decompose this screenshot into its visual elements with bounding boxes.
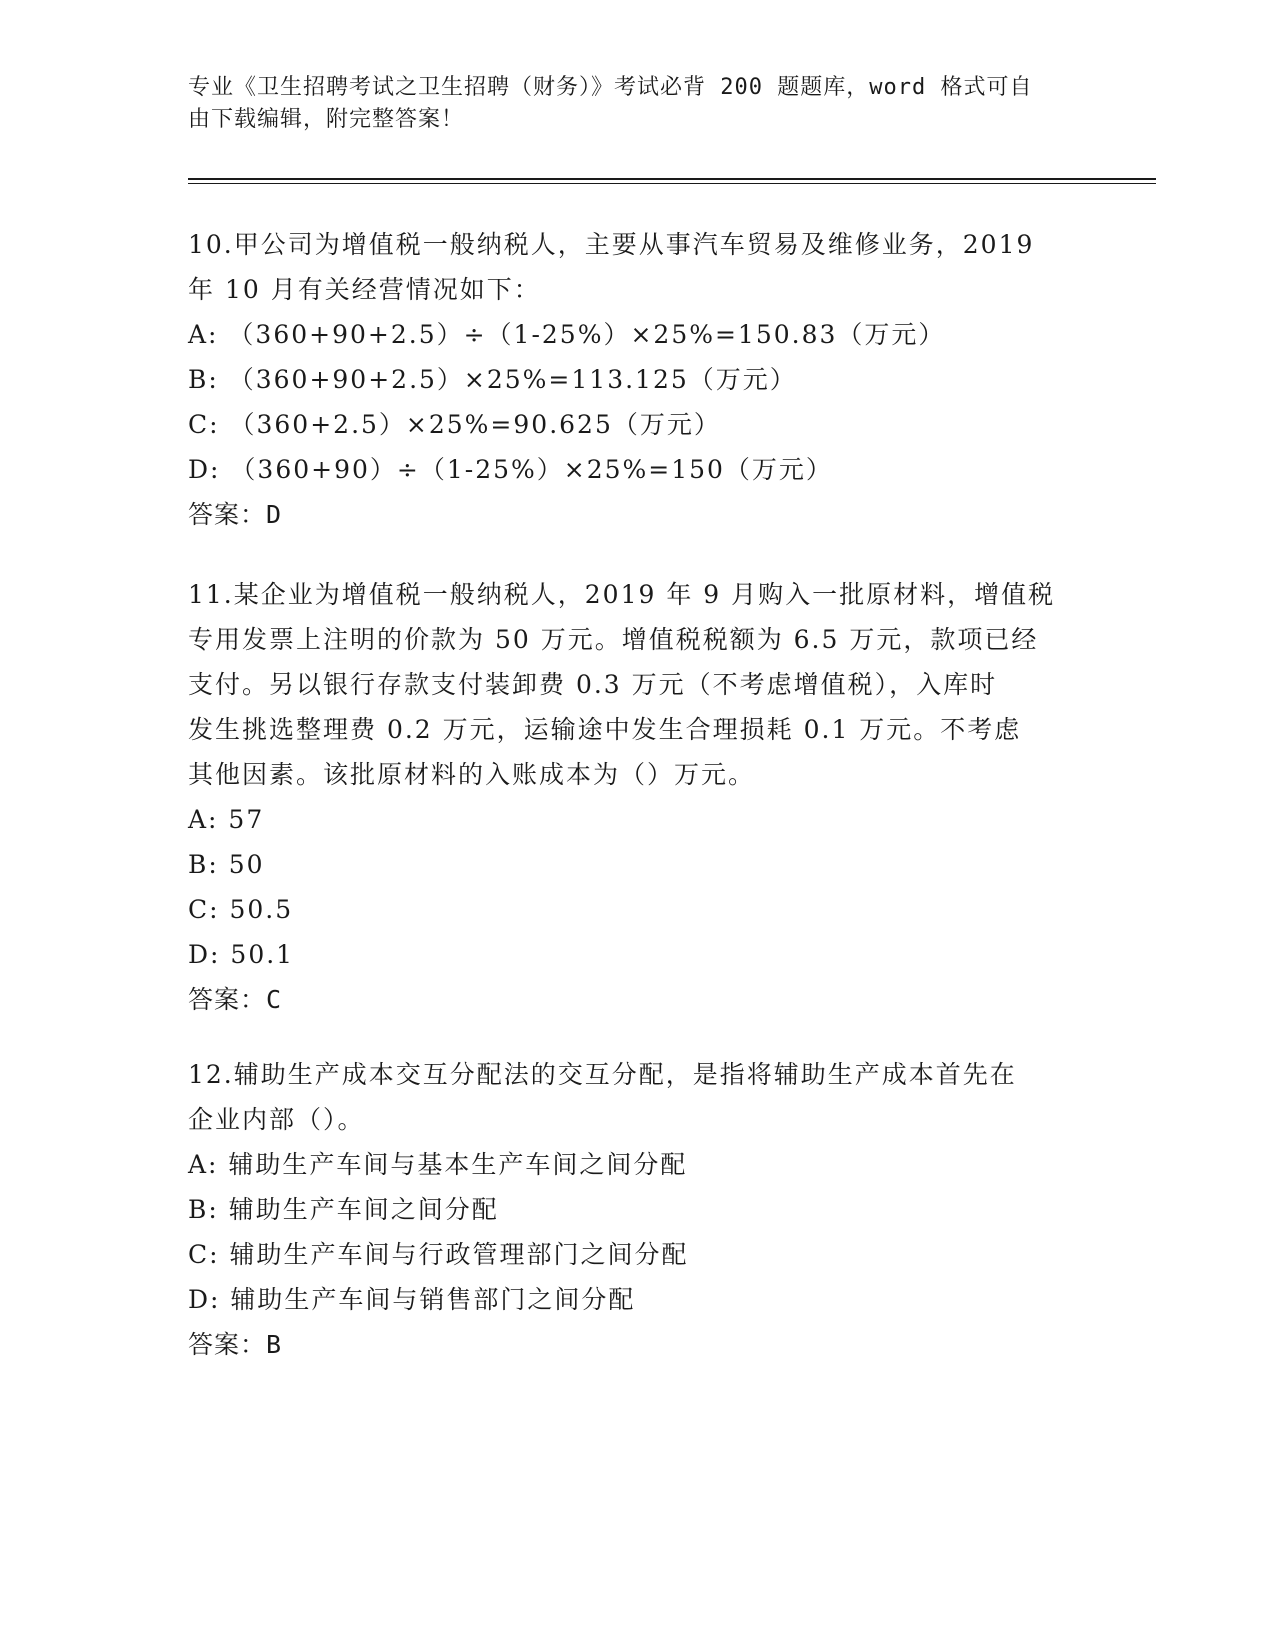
option-c: C: 50.5 (188, 895, 294, 924)
option-a: A: 57 (188, 805, 265, 834)
answer-line: 答案：C (188, 985, 283, 1014)
option-a: A: 辅助生产车间与基本生产车间之间分配 (188, 1150, 688, 1179)
option-b: B: 50 (188, 850, 265, 879)
option-a: A: （360+90+2.5）÷（1-25%）×25%=150.83（万元） (188, 320, 946, 349)
question-stem-line: 10.甲公司为增值税一般纳税人，主要从事汽车贸易及维修业务，2019 (188, 230, 1035, 259)
question-12 (188, 1052, 1088, 1367)
option-d: D: 辅助生产车间与销售部门之间分配 (188, 1285, 636, 1314)
option-d: D: （360+90）÷（1-25%）×25%=150（万元） (188, 455, 833, 484)
option-b: B: （360+90+2.5）×25%=113.125（万元） (188, 365, 797, 394)
question-stem-line: 其他因素。该批原材料的入账成本为（）万元。 (188, 760, 756, 789)
answer-line: 答案：B (188, 1330, 283, 1359)
question-stem-line: 发生挑选整理费 0.2 万元，运输途中发生合理损耗 0.1 万元。不考虑 (188, 715, 1022, 744)
question-stem-line: 12.辅助生产成本交互分配法的交互分配，是指将辅助生产成本首先在 (188, 1060, 1017, 1089)
question-stem-line: 年 10 月有关经营情况如下： (188, 275, 541, 304)
answer-line: 答案：D (188, 500, 283, 529)
option-d: D: 50.1 (188, 940, 295, 969)
question-10 (188, 222, 1088, 537)
question-stem-line: 11.某企业为增值税一般纳税人，2019 年 9 月购入一批原材料，增值税 (188, 580, 1056, 609)
option-b: B: 辅助生产车间之间分配 (188, 1195, 499, 1224)
document-header (188, 72, 1088, 136)
question-stem-line: 支付。另以银行存款支付装卸费 0.3 万元（不考虑增值税），入库时 (188, 670, 998, 699)
question-11 (188, 572, 1088, 1022)
option-c: C: （360+2.5）×25%=90.625（万元） (188, 410, 721, 439)
question-stem-line: 专用发票上注明的价款为 50 万元。增值税税额为 6.5 万元，款项已经 (188, 625, 1039, 654)
option-c: C: 辅助生产车间与行政管理部门之间分配 (188, 1240, 689, 1269)
header-divider-thick (188, 178, 1156, 180)
question-stem-line: 企业内部（）。 (188, 1105, 365, 1134)
header-line-2: 由下载编辑，附完整答案！ (188, 107, 465, 132)
header-divider-thin (188, 183, 1156, 184)
header-line-1: 专业《卫生招聘考试之卫生招聘（财务）》考试必背 200 题题库，word 格式可自 (188, 75, 1033, 100)
